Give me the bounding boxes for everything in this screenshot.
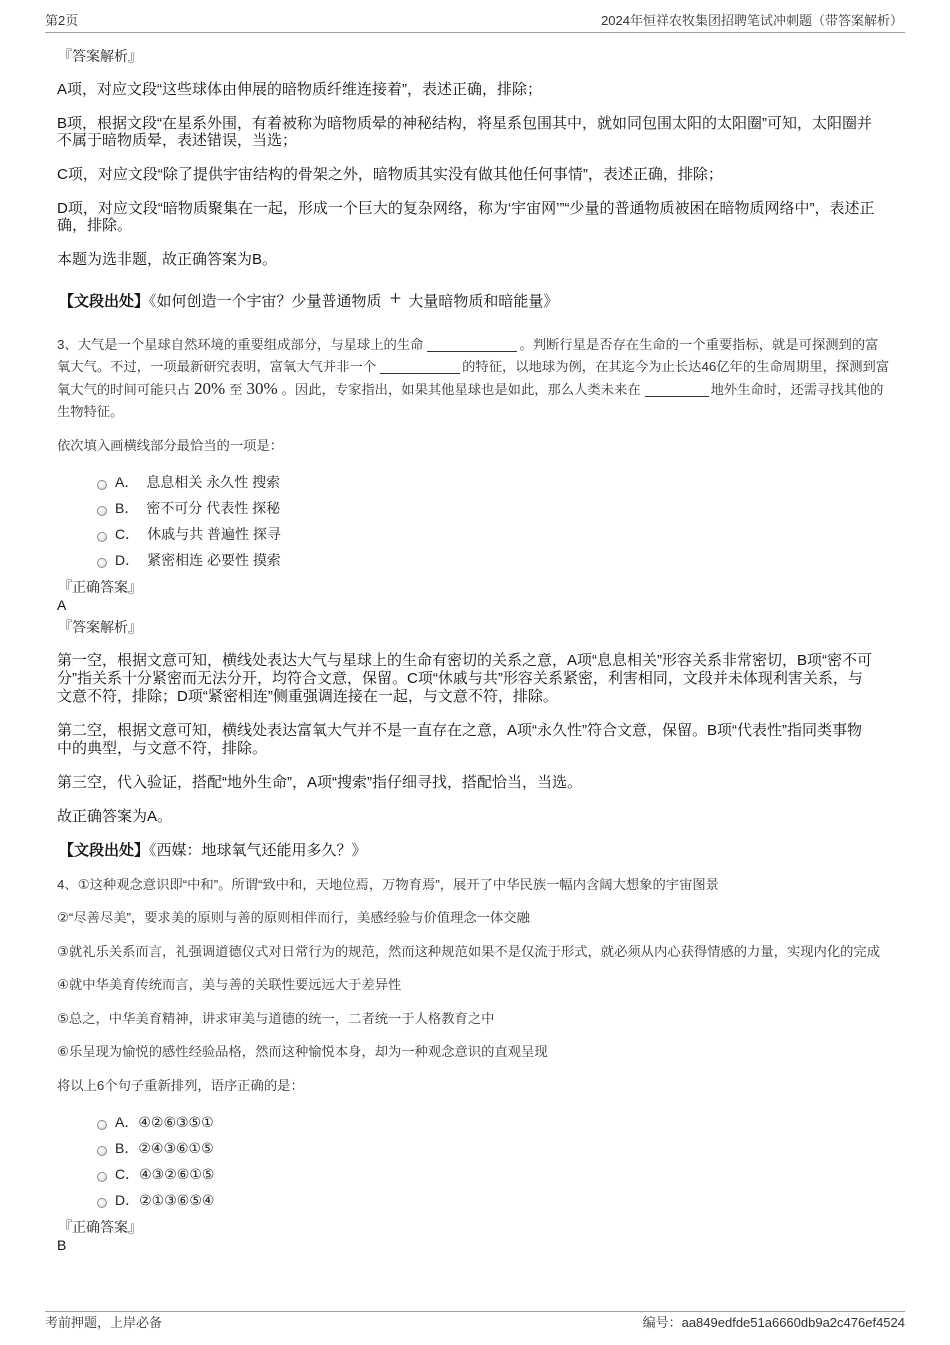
- q4-sentence-4: ④就中华美育传统而言，美与善的关联性要远远大于差异性: [57, 977, 402, 992]
- option-label: B．: [115, 500, 139, 516]
- stem-text: 氧大气。不过，一项最新研究表明，富氧大气并非一个: [57, 359, 377, 374]
- radio-button[interactable]: [97, 1146, 107, 1156]
- source-label: 【文段出处】: [59, 293, 150, 310]
- footer-slogan: 考前押题，上岸必备: [45, 1315, 163, 1330]
- plus-sign: +: [389, 286, 402, 310]
- q2-analysis-item-b: [57, 115, 872, 149]
- q4-answer-heading: 『正确答案』: [58, 1219, 142, 1235]
- analysis-line: 第一空，根据文意可知，横线处表达大气与星球上的生命有密切的关系之意，A项“息息相关”形容关系非常密切，B项“密不可: [57, 652, 873, 669]
- radio-button[interactable]: [97, 1172, 107, 1182]
- radio-button[interactable]: [97, 532, 107, 542]
- q3-option-c[interactable]: [57, 521, 557, 547]
- option-text: ②①③⑥⑤④: [139, 1192, 215, 1208]
- option-label: C．: [115, 1166, 140, 1182]
- analysis-line: 故正确答案为A。: [57, 808, 173, 825]
- analysis-line: C项，对应文段“除了提供宇宙结构的骨架之外，暗物质其实没有做其他任何事情”，表述正确，排除；: [57, 166, 723, 183]
- analysis-line: B项，根据文段“在星系外围，有着被称为暗物质晕的神秘结构，将星系包围其中，就如同包围太阳的太阳圈”可知，太阳圈并: [57, 115, 873, 132]
- option-body: [115, 1161, 214, 1187]
- footer-serial-number: 编号：aa849edfde51a6660db9a2c476ef4524: [642, 1315, 905, 1330]
- q3-answer-heading: 『正确答案』: [58, 579, 142, 595]
- analysis-line: 中的典型，与文意不符，排除。: [57, 740, 268, 757]
- option-text: ④②⑥③⑤①: [138, 1114, 214, 1130]
- radio-button[interactable]: [97, 1198, 107, 1208]
- stem-text: 。判断行星是否存在生命的一个重要指标，就是可探测到的富: [519, 337, 879, 352]
- stem-text: 生物特征。: [57, 404, 124, 419]
- q3-analysis-blank-1: [57, 652, 872, 706]
- q4-sentence-2: ②“尽善尽美”，要求美的原则与善的原则相伴而行，美感经验与价值理念一体交融: [57, 910, 530, 925]
- analysis-line: 分”指关系十分紧密而无法分开，均符合文意，保留。C项“休戚与共”形容关系紧密，利害相同，文段并未体现利害关系，与: [57, 670, 863, 687]
- analysis-line: 第三空，代入验证，搭配“地外生命”，A项“搜索”指仔细寻找，搭配恰当，当选。: [57, 774, 582, 791]
- q3-source: [59, 841, 367, 861]
- q3-option-b[interactable]: [57, 495, 557, 521]
- q4-sentence-6: ⑥乐呈现为愉悦的感性经验品格，然而这种愉悦本身，却为一种观念意识的直观呈现: [57, 1044, 548, 1059]
- q3-analysis-heading: 『答案解析』: [58, 619, 142, 635]
- page-number: 第2页: [45, 13, 79, 28]
- option-text: ④③②⑥①⑤: [139, 1166, 215, 1182]
- q4-sentence-1: 4、①这种观念意识即“中和”。所谓“致中和，天地位焉，万物育焉”，展开了中华民族一幅内含阔大想象的宇宙图景: [57, 877, 719, 892]
- radio-button[interactable]: [97, 506, 107, 516]
- q4-answer: B: [57, 1237, 67, 1253]
- source-title: 《西媒：地球氧气还能用多久？》: [149, 842, 367, 859]
- source-title-part: 大量暗物质和暗能量》: [408, 293, 559, 310]
- option-label: C．: [115, 526, 140, 542]
- option-label: B．: [115, 1140, 139, 1156]
- option-label: D．: [115, 1192, 140, 1208]
- analysis-line: D项，对应文段“暗物质聚集在一起，形成一个巨大的复杂网络，称为‘宇宙网’”“少量的普通物质被困在暗物质网络中”，表述正: [57, 200, 875, 217]
- option-body: [115, 495, 280, 521]
- radio-button[interactable]: [97, 480, 107, 490]
- stem-text: 至: [229, 382, 243, 397]
- analysis-line: 不属于暗物质晕，表述错误，当选；: [57, 132, 298, 149]
- q2-analysis-heading: 『答案解析』: [58, 48, 142, 64]
- q2-analysis-item-a: [57, 81, 542, 98]
- option-text: ②④③⑥①⑤: [138, 1140, 214, 1156]
- fill-blank-2: [380, 360, 460, 374]
- q3-option-d[interactable]: [57, 547, 557, 573]
- option-text: 休戚与共 普遍性 探寻: [147, 526, 281, 542]
- q3-prompt: 依次填入画横线部分最恰当的一项是：: [57, 438, 284, 453]
- option-body: [115, 547, 281, 573]
- percent-high: 30%: [246, 379, 278, 398]
- q4-options: [57, 1109, 557, 1213]
- percent-low: 20%: [193, 379, 226, 398]
- option-text: 息息相关 永久性 搜索: [146, 474, 281, 490]
- document-title: 2024年恒祥农牧集团招聘笔试冲刺题（带答案解析）: [601, 13, 903, 28]
- option-label: A．: [115, 1114, 139, 1130]
- option-body: [115, 469, 280, 495]
- stem-text: 地外生命时，还需寻找其他的: [710, 382, 884, 397]
- option-body: [115, 1135, 214, 1161]
- q3-stem: [57, 334, 889, 423]
- fill-blank-3: [645, 383, 709, 397]
- stem-line: [57, 401, 889, 423]
- fill-blank-1: [427, 338, 517, 352]
- q3-answer: A: [57, 597, 67, 613]
- option-text: 紧密相连 必要性 摸索: [147, 552, 281, 568]
- page-footer: [45, 1311, 905, 1334]
- analysis-line: 文意不符，排除；D项“紧密相连”侧重强调连接在一起，与文意不符，排除。: [57, 688, 558, 705]
- option-label: A．: [115, 474, 139, 490]
- stem-line: [57, 356, 889, 378]
- q2-analysis-conclusion: [57, 251, 277, 268]
- analysis-line: A项，对应文段“这些球体由伸展的暗物质纤维连接着”，表述正确，排除；: [57, 81, 542, 98]
- source-title-part: 《如何创造一个宇宙？少量普通物质: [149, 293, 382, 310]
- q4-option-a[interactable]: [57, 1109, 557, 1135]
- q4-sentence-3: ③就礼乐关系而言，礼强调道德仪式对日常行为的规范，然而这种规范如果不是仅流于形式，就必须从内心获得情感的力量，实现内化的完成: [57, 944, 881, 959]
- stem-text: 的特征，以地球为例，在其迄今为止长达46亿年的生命周期里，探测到富: [462, 359, 890, 374]
- q3-option-a[interactable]: [57, 469, 557, 495]
- q2-analysis-item-d: [57, 200, 874, 234]
- radio-button[interactable]: [97, 558, 107, 568]
- q3-analysis-conclusion: [57, 808, 172, 826]
- q3-analysis-blank-2: [57, 722, 862, 758]
- analysis-line: 确，排除。: [57, 217, 133, 234]
- stem-line: [57, 378, 889, 401]
- q2-analysis-item-c: [57, 166, 723, 183]
- stem-text: 氧大气的时间可能只占: [57, 382, 190, 397]
- radio-button[interactable]: [97, 1120, 107, 1130]
- source-label: 【文段出处】: [59, 842, 150, 859]
- q2-source: [59, 286, 559, 312]
- analysis-line: 本题为选非题，故正确答案为B。: [57, 251, 278, 268]
- stem-text: 3、大气是一个星球自然环境的重要组成部分，与星球上的生命: [57, 337, 424, 352]
- option-text: 密不可分 代表性 探秘: [146, 500, 281, 516]
- option-body: [115, 521, 281, 547]
- q4-option-b[interactable]: [57, 1135, 557, 1161]
- stem-line: [57, 334, 889, 356]
- stem-text: 。因此，专家指出，如果其他星球也是如此，那么人类未来在: [281, 382, 641, 397]
- option-body: [115, 1187, 214, 1213]
- q4-sentence-5: ⑤总之，中华美育精神，讲求审美与道德的统一，二者统一于人格教育之中: [57, 1011, 495, 1026]
- q4-option-d[interactable]: [57, 1187, 557, 1213]
- page-header: [45, 11, 905, 33]
- option-label: D．: [115, 552, 140, 568]
- analysis-line: 第二空，根据文意可知，横线处表达富氧大气并不是一直存在之意，A项“永久性”符合文意，保留。B项“代表性”指同类事物: [57, 722, 862, 739]
- q3-analysis-blank-3: [57, 774, 582, 792]
- q4-option-c[interactable]: [57, 1161, 557, 1187]
- q4-prompt: 将以上6个句子重新排列，语序正确的是：: [57, 1078, 304, 1093]
- q3-options: [57, 469, 557, 573]
- option-body: [115, 1109, 214, 1135]
